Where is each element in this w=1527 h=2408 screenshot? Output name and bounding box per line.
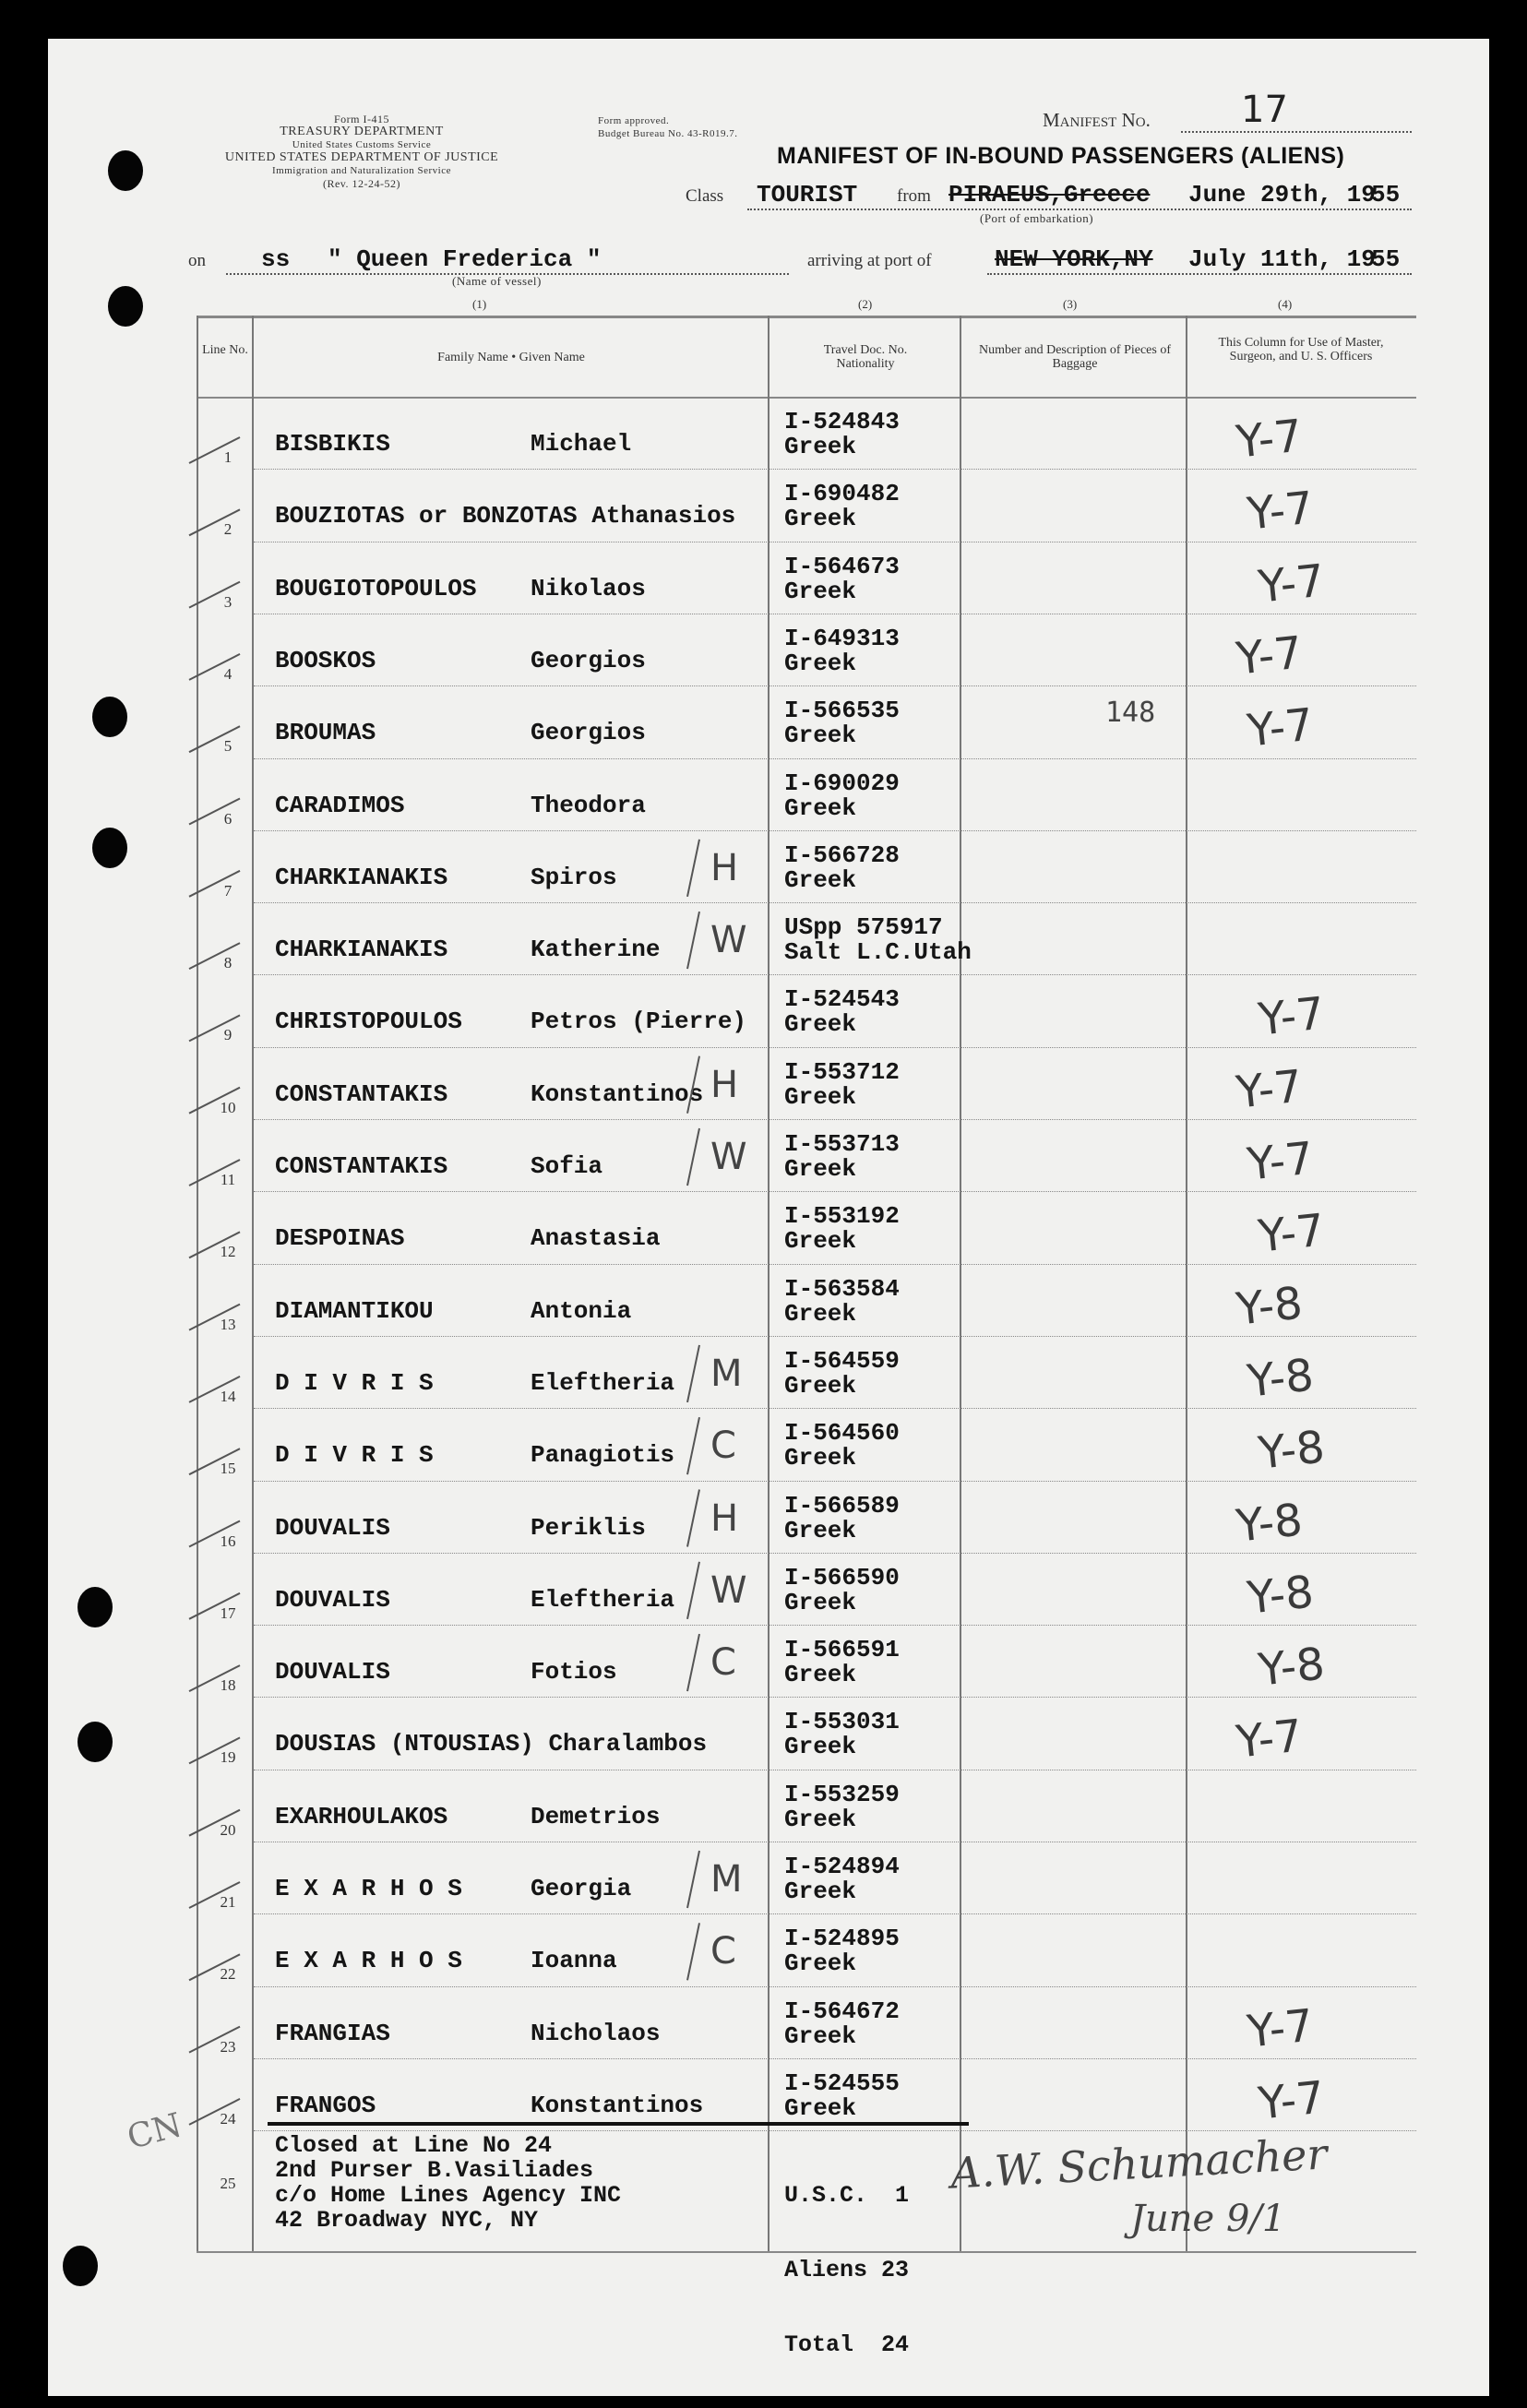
family-name: FRANGOS [275,2091,376,2119]
given-name: Petros (Pierre) [531,1007,747,1036]
relation-bracket-stroke [687,1490,699,1547]
travel-doc-number: I-566591 [784,1636,900,1664]
check-stroke [189,582,240,608]
family-name: BROUMAS [275,719,376,747]
line-number: 19 [220,1748,236,1767]
line-number: 17 [220,1603,236,1622]
relation-mark: H [710,846,739,889]
agency-name: c/o Home Lines Agency INC [275,2182,622,2209]
check-stroke [189,799,240,825]
travel-doc-number: I-649313 [784,624,900,652]
col-number-3: (3) [1063,297,1078,311]
inspection-mark: Y-7 [1256,554,1328,614]
family-name: BOOSKOS [275,646,376,674]
travel-doc-number: I-553031 [784,1708,900,1736]
check-stroke [189,1448,240,1474]
family-name: CHARKIANAKIS [275,936,448,964]
margin-note: CN [123,2106,186,2157]
baggage-count: 148 [1105,697,1156,729]
check-stroke [189,2099,240,2125]
given-name: Panagiotis [531,1441,675,1470]
line-number-25: 25 [220,2175,236,2192]
nationality: Greek [784,865,857,894]
nationality: Greek [784,433,857,460]
family-name: CARADIMOS [275,791,405,819]
check-stroke [189,1954,240,1980]
inspection-mark: Y-7 [1256,2071,1328,2130]
travel-doc-number: I-564559 [784,1346,900,1375]
inspection-mark: Y-8 [1245,1349,1317,1408]
col-number-4: (4) [1278,297,1293,311]
nationality: Greek [784,1805,857,1833]
line-number: 10 [220,1098,236,1116]
family-name: DESPOINAS [275,1224,405,1253]
given-name: Michael [531,430,632,458]
family-name: BOUZIOTAS or BONZOTAS Athanasios [275,502,736,530]
agency-address: 42 Broadway NYC, NY [275,2207,539,2234]
nationality: Greek [784,1444,857,1472]
inspection-mark: Y-8 [1234,1493,1306,1553]
nationality: Greek [784,2021,857,2050]
nationality: Greek [784,1155,857,1183]
line-number: 13 [220,1315,236,1333]
family-name: BOUGIOTOPOULOS [275,574,477,602]
check-stroke [189,1015,240,1041]
family-name: EXARHOULAKOS [275,1802,448,1830]
family-name: E X A R H O S [275,1947,462,1975]
col-number-2: (2) [858,297,873,311]
given-name: Sofia [531,1152,603,1180]
travel-doc-number: I-553192 [784,1202,900,1231]
relation-bracket-stroke [687,912,699,969]
signature-date: June 9/1 [1130,2198,1286,2240]
nationality: Greek [784,577,857,605]
family-name: FRANGIAS [275,2019,390,2047]
vessel-prefix: ss [261,245,291,273]
manifest-title: MANIFEST OF IN-BOUND PASSENGERS (ALIENS) [777,143,1345,169]
col-header-doc: Travel Doc. No. Nationality [823,343,908,371]
inspection-mark: Y-7 [1256,1204,1328,1263]
given-name: Eleftheria [531,1585,675,1614]
inspection-mark: Y-8 [1256,1638,1328,1697]
line-number: 14 [220,1387,236,1405]
check-stroke [189,509,240,535]
nationality: Greek [784,1516,857,1544]
travel-doc-number: I-563584 [784,1274,900,1303]
family-name: DOUSIAS (NTOUSIAS) Charalambos [275,1730,708,1758]
nationality: Greek [784,1299,857,1328]
arrival-date: July 11th, 19 [1188,245,1376,273]
family-name: DOUVALIS [275,1585,390,1614]
manifest-no-value: 17 [1241,89,1288,131]
nationality: Greek [784,1082,857,1111]
from-port: PIRAEUS,Greece [948,181,1151,209]
family-name: D I V R I S [275,1441,434,1470]
travel-doc-number: I-690482 [784,480,900,508]
relation-bracket-stroke [687,1634,699,1691]
line-number: 21 [220,1893,236,1911]
ins-service: Immigration and Naturalization Service [271,165,452,176]
nationality: Greek [784,721,857,750]
form-revision: (Rev. 12-24-52) [322,177,401,190]
family-name: DOUVALIS [275,1658,390,1687]
check-stroke [189,2027,240,2053]
line-number: 2 [223,520,233,539]
check-stroke [189,654,240,680]
manifest-no-label: Manifest No. [1043,109,1151,131]
relation-bracket-stroke [687,1923,699,1980]
nationality: Greek [784,505,857,533]
col-number-1: (1) [472,297,487,311]
line-number: 3 [223,592,233,611]
line-number: 8 [223,954,233,972]
arrival-port: NEW YORK,NY [995,245,1153,273]
nationality: Greek [784,793,857,822]
family-name: E X A R H O S [275,1875,462,1902]
col-header-officers: This Column for Use of Master, Surgeon, and U. S. Officers [1218,336,1384,364]
inspection-mark: Y-8 [1256,1421,1328,1480]
inspection-mark: Y-7 [1234,1060,1306,1119]
given-name: Anastasia [531,1224,661,1253]
travel-doc-number: I-524895 [784,1925,900,1953]
family-name: CONSTANTAKIS [275,1079,448,1108]
given-name: Konstantinos [531,1079,704,1108]
family-name: DOUVALIS [275,1513,390,1542]
check-stroke [189,1521,240,1547]
arrival-year: 55 [1371,245,1401,273]
inspection-mark: Y-7 [1234,1710,1306,1769]
relation-bracket-stroke [687,1345,699,1402]
inspection-mark: Y-7 [1245,482,1317,541]
relation-mark: W [710,919,747,962]
relation-bracket-stroke [687,1417,699,1474]
given-name: Georgios [531,719,646,747]
inspection-mark: Y-7 [1234,626,1306,685]
given-name: Ioanna [531,1947,617,1975]
given-name: Konstantinos [531,2091,704,2119]
nationality: Greek [784,1371,857,1400]
travel-doc-number: USpp 575917 [784,913,943,942]
closed-at-line: Closed at Line No 24 [275,2132,553,2159]
given-name: Fotios [531,1658,617,1687]
inspection-mark: Y-7 [1245,1999,1317,2058]
check-stroke [189,1232,240,1258]
relation-mark: C [710,1930,736,1973]
aliens-count: Aliens 23 [784,2257,910,2283]
inspection-mark: Y-8 [1234,1277,1306,1336]
inspection-mark: Y-8 [1245,1566,1317,1625]
nationality: Greek [784,1733,857,1761]
line-number: 4 [223,664,233,683]
family-name: CHRISTOPOULOS [275,1007,462,1036]
family-name: CHARKIANAKIS [275,863,448,891]
line-number: 12 [220,1243,236,1261]
line-number: 23 [220,2037,236,2056]
relation-mark: C [710,1641,736,1685]
customs-service: United States Customs Service [292,139,432,150]
check-stroke [189,1160,240,1186]
line-number: 1 [223,448,233,466]
travel-doc-number: I-553259 [784,1780,900,1808]
given-name: Antonia [531,1296,632,1325]
justice-dept: UNITED STATES DEPARTMENT OF JUSTICE [224,150,499,164]
total-count: Total 24 [784,2331,910,2358]
nationality: Greek [784,1588,857,1616]
budget-bureau: Budget Bureau No. 43-R019.7. [598,128,738,139]
line-number: 16 [220,1532,236,1550]
given-name: Eleftheria [531,1368,675,1397]
nationality: Greek [784,2093,857,2122]
travel-doc-number: I-566589 [784,1491,900,1520]
given-name: Nicholaos [531,2019,661,2047]
travel-doc-number: I-566535 [784,697,900,725]
given-name: Georgia [531,1875,632,1902]
relation-bracket-stroke [687,1562,699,1619]
col-header-baggage: Number and Description of Pieces of Baggage [979,343,1171,371]
travel-doc-number: I-553713 [784,1130,900,1158]
check-stroke [189,1737,240,1763]
relation-mark: W [710,1568,747,1612]
relation-mark: H [710,1063,739,1106]
family-name: BISBIKIS [275,430,390,458]
given-name: Katherine [531,936,661,964]
check-stroke [189,943,240,969]
nationality: Greek [784,1878,857,1905]
relation-bracket-stroke [687,1056,699,1114]
check-stroke [189,1088,240,1114]
col-header-line: Line No. [202,343,248,357]
travel-doc-number: I-524843 [784,408,900,435]
nationality: Greek [784,1661,857,1689]
line-number: 22 [220,1965,236,1984]
line-number: 11 [220,1171,236,1188]
on-label: on [188,251,206,270]
from-label: from [897,186,931,206]
relation-mark: M [710,1858,743,1901]
check-stroke [189,1593,240,1619]
relation-mark: C [710,1425,736,1468]
form-number: Form I-415 [334,113,389,125]
class-label: Class [686,186,724,206]
family-name: D I V R I S [275,1368,434,1397]
family-name: DIAMANTIKOU [275,1296,434,1325]
line-number: 20 [220,1820,236,1839]
line-number: 5 [223,737,233,756]
line-number: 9 [223,1026,233,1044]
line-number: 7 [223,881,233,900]
nationality: Greek [784,649,857,677]
travel-doc-number: I-564672 [784,1997,900,2025]
travel-doc-number: I-553712 [784,1057,900,1086]
check-stroke [189,871,240,897]
check-stroke [189,1882,240,1908]
line-number: 6 [223,809,233,828]
purser-name: 2nd Purser B.Vasiliades [275,2157,594,2184]
inspection-mark: Y-7 [1234,410,1306,469]
nationality: Greek [784,1227,857,1256]
treasury-dept: TREASURY DEPARTMENT [280,125,444,138]
departure-date: June 29th, 19 [1188,181,1376,209]
relation-mark: W [710,1136,747,1178]
port-embark-label: (Port of embarkation) [980,211,1094,225]
form-approved: Form approved. [598,115,670,126]
check-stroke [189,1665,240,1691]
travel-doc-number: I-524543 [784,985,900,1014]
departure-year: 55 [1371,181,1401,209]
travel-doc-number: I-524894 [784,1853,900,1880]
vessel-label: (Name of vessel) [452,274,542,288]
relation-mark: M [710,1352,743,1395]
usc-count: U.S.C. 1 [784,2182,910,2209]
check-stroke [189,1377,240,1402]
travel-doc-number: I-524555 [784,2068,900,2097]
officer-signature: A.W. Schumacher [948,2128,1329,2199]
travel-doc-number: I-566728 [784,840,900,869]
nationality: Greek [784,1010,857,1039]
given-name: Nikolaos [531,574,646,602]
line-number: 15 [220,1460,236,1478]
relation-bracket-stroke [687,1128,699,1186]
check-stroke [189,1810,240,1836]
travel-doc-number: I-564560 [784,1419,900,1448]
family-name: CONSTANTAKIS [275,1152,448,1180]
line-number: 24 [220,2109,236,2128]
travel-doc-number: I-566590 [784,1563,900,1591]
arriving-label: arriving at port of [807,251,932,270]
given-name: Periklis [531,1513,646,1542]
vessel-name: " Queen Frederica " [328,245,602,273]
nationality: Greek [784,1949,857,1978]
check-stroke [189,726,240,752]
inspection-mark: Y-7 [1245,1132,1317,1191]
col-header-name: Family Name • Given Name [437,351,585,364]
relation-mark: H [710,1496,739,1540]
inspection-mark: Y-7 [1256,987,1328,1046]
check-stroke [189,1305,240,1330]
travel-doc-number: I-690029 [784,769,900,797]
line-number: 18 [220,1676,236,1695]
given-name: Demetrios [531,1802,661,1830]
class-value: TOURIST [757,181,858,209]
given-name: Spiros [531,863,617,891]
nationality: Salt L.C.Utah [784,938,972,967]
given-name: Theodora [531,791,646,819]
check-stroke [189,437,240,463]
given-name: Georgios [531,646,646,674]
relation-bracket-stroke [687,1851,699,1908]
inspection-mark: Y-7 [1245,698,1317,757]
relation-bracket-stroke [687,840,699,897]
travel-doc-number: I-564673 [784,552,900,580]
